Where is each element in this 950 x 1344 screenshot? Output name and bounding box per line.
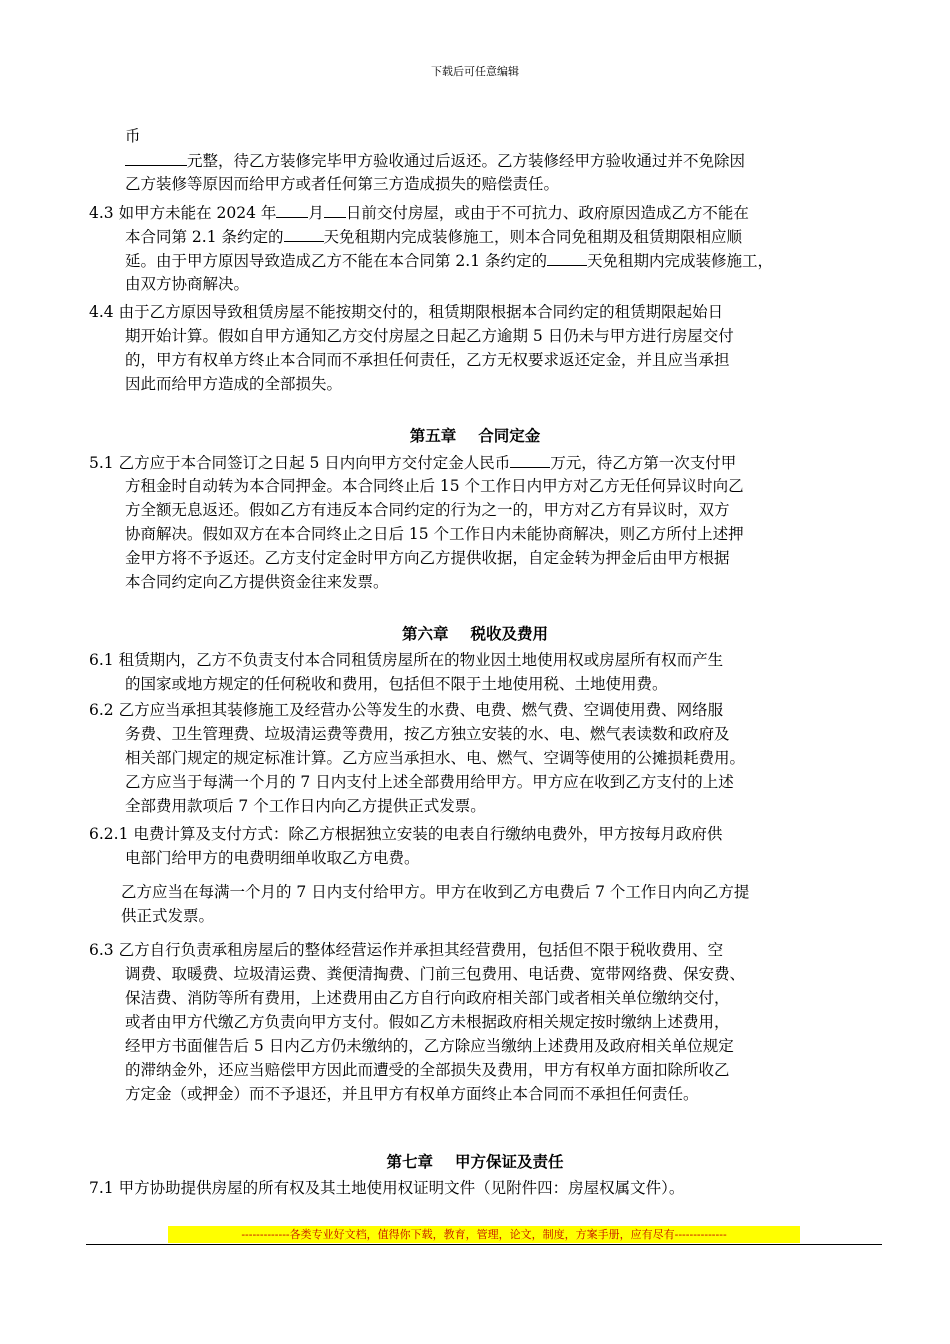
s6-3-line2: 调费、取暖费、垃圾清运费、粪便清掏费、门前三包费用、电话费、宽带网络费、保安费、 — [125, 965, 746, 983]
s6-2-1-line1: 6.2.1 电费计算及支付方式：除乙方根据独立安装的电表自行缴纳电费外，甲方按每月政府供 — [89, 825, 723, 843]
s5-1-l1a: 5.1 乙方应于本合同签订之日起 5 日内向甲方交付定金人民币 — [89, 454, 511, 472]
s5-1-l1b: 万元，待乙方第一次支付甲 — [550, 454, 737, 472]
s5-1-line1 — [89, 450, 736, 475]
s6-3-line3: 保洁费、消防等所有费用，上述费用由乙方自行向政府相关部门或者相关单位缴纳交付， — [125, 989, 730, 1007]
s4-3-line1 — [89, 200, 749, 225]
s6-2-line1: 6.2 乙方应当承担其装修施工及经营办公等发生的水费、电费、燃气费、空调使用费、网络服 — [89, 701, 724, 719]
s4-3-l2b: 天免租期内完成装修施工，则本合同免租期及租赁期限相应顺 — [323, 228, 743, 246]
s6-2-1-line2: 电部门给甲方的电费明细单收取乙方电费。 — [125, 849, 420, 867]
day-blank — [324, 200, 346, 218]
s4-3-l3b: 天免租期内完成装修施工， — [587, 252, 774, 270]
s6-3-line4: 或者由甲方代缴乙方负责向甲方支付。假如乙方未根据政府相关规定按时缴纳上述费用， — [125, 1013, 730, 1031]
days-blank-1 — [284, 224, 324, 242]
s4-3-l3a: 延。由于甲方原因导致造成乙方不能在本合同第 2.1 条约定的 — [125, 252, 548, 270]
s6-3-line6: 的滞纳金外，还应当赔偿甲方因此而遭受的全部损失及费用，甲方有权单方面扣除所收乙 — [125, 1061, 730, 1079]
s6-2-line2: 务费、卫生管理费、垃圾清运费等费用，按乙方独立安装的水、电、燃气表读数和政府及 — [125, 725, 730, 743]
s6-2-line4: 乙方应当于每满一个月的 7 日内支付上述全部费用给甲方。甲方应在收到乙方支付的上述 — [125, 773, 734, 791]
chapter-5-heading — [0, 424, 950, 448]
chapter-7-number: 第七章 — [386, 1152, 433, 1171]
page-header: 下载后可任意编辑 — [431, 65, 519, 78]
amount-blank — [125, 148, 187, 166]
s5-1-line5: 金甲方将不予返还。乙方支付定金时甲方向乙方提供收据，自定金转为押金后由甲方根据 — [125, 549, 730, 567]
s6-1-line1: 6.1 租赁期内，乙方不负责支付本合同租赁房屋所在的物业因土地使用权或房屋所有权而产生 — [89, 651, 724, 669]
s4-2-line3: 乙方装修等原因而给甲方或者任何第三方造成损失的赔偿责任。 — [125, 175, 560, 193]
s4-3-line3 — [125, 248, 773, 273]
s4-4-line4: 因此而给甲方造成的全部损失。 — [125, 375, 343, 393]
footer-banner: -------------各类专业好文档，值得你下载，教育，管理，论文，制度，方案手册，应有尽有-------------- — [168, 1226, 800, 1243]
s4-2-line2 — [125, 148, 745, 173]
s4-3-line2 — [125, 224, 742, 249]
s4-4-line2: 期开始计算。假如自甲方通知乙方交付房屋之日起乙方逾期 5 日仍未与甲方进行房屋交付 — [125, 327, 734, 345]
s4-3-l1c: 日前交付房屋，或由于不可抗力、政府原因造成乙方不能在 — [345, 204, 749, 222]
s6-2-line3: 相关部门规定的规定标准计算。乙方应当承担水、电、燃气、空调等使用的公摊损耗费用。 — [125, 749, 746, 767]
chapter-5-title: 合同定金 — [478, 426, 541, 445]
s4-2-line1: 币 — [125, 127, 141, 145]
chapter-7-title: 甲方保证及责任 — [455, 1152, 564, 1171]
s6-2-1-line4: 供正式发票。 — [121, 907, 215, 925]
chapter-6-heading — [0, 622, 950, 646]
days-blank-2 — [547, 248, 587, 266]
s4-4-line3: 的，甲方有权单方终止本合同而不承担任何责任，乙方无权要求返还定金，并且应当承担 — [125, 351, 730, 369]
s4-4-line1: 4.4 由于乙方原因导致租赁房屋不能按期交付的，租赁期限根据本合同约定的租赁期限起始日 — [89, 303, 724, 321]
s4-3-l1a: 4.3 如甲方未能在 2024 年 — [89, 204, 277, 222]
s4-2-line2-text: 元整，待乙方装修完毕甲方验收通过后返还。乙方装修经甲方验收通过并不免除因 — [187, 152, 746, 170]
s6-2-line5: 全部费用款项后 7 个工作日内向乙方提供正式发票。 — [125, 797, 486, 815]
s6-3-line5: 经甲方书面催告后 5 日内乙方仍未缴纳的，乙方除应当缴纳上述费用及政府相关单位规定 — [125, 1037, 734, 1055]
s7-1-line1: 7.1 甲方协助提供房屋的所有权及其土地使用权证明文件（见附件四：房屋权属文件）。 — [89, 1179, 685, 1197]
s5-1-line6: 本合同约定向乙方提供资金往来发票。 — [125, 573, 389, 591]
chapter-6-number: 第六章 — [401, 624, 449, 643]
chapter-5-number: 第五章 — [409, 426, 457, 445]
s5-1-line4: 协商解决。假如双方在本合同终止之日后 15 个工作日内未能协商解决，则乙方所付上述押 — [125, 525, 744, 543]
s4-3-l2a: 本合同第 2.1 条约定的 — [125, 228, 284, 246]
chapter-6-title: 税收及费用 — [470, 624, 549, 643]
s6-1-line2: 的国家或地方规定的任何税收和费用，包括但不限于土地使用税、土地使用费。 — [125, 675, 668, 693]
s4-3-l1b: 月 — [308, 204, 324, 222]
s6-2-1-line3: 乙方应当在每满一个月的 7 日内支付给甲方。甲方在收到乙方电费后 7 个工作日内向乙方提 — [121, 883, 750, 901]
s6-3-line1: 6.3 乙方自行负责承租房屋后的整体经营运作并承担其经营费用，包括但不限于税收费用、空 — [89, 941, 724, 959]
s4-3-line4: 由双方协商解决。 — [125, 275, 250, 293]
footer-divider — [86, 1244, 882, 1245]
chapter-7-heading — [0, 1150, 950, 1174]
s5-1-line2: 方租金时自动转为本合同押金。本合同终止后 15 个工作日内甲方对乙方无任何异议时向乙 — [125, 477, 744, 495]
s6-3-line7: 方定金（或押金）而不予退还，并且甲方有权单方面终止本合同而不承担任何责任。 — [125, 1085, 699, 1103]
s5-1-line3: 方全额无息返还。假如乙方有违反本合同约定的行为之一的，甲方对乙方有异议时，双方 — [125, 501, 730, 519]
month-blank — [276, 200, 308, 218]
deposit-blank — [510, 450, 550, 468]
